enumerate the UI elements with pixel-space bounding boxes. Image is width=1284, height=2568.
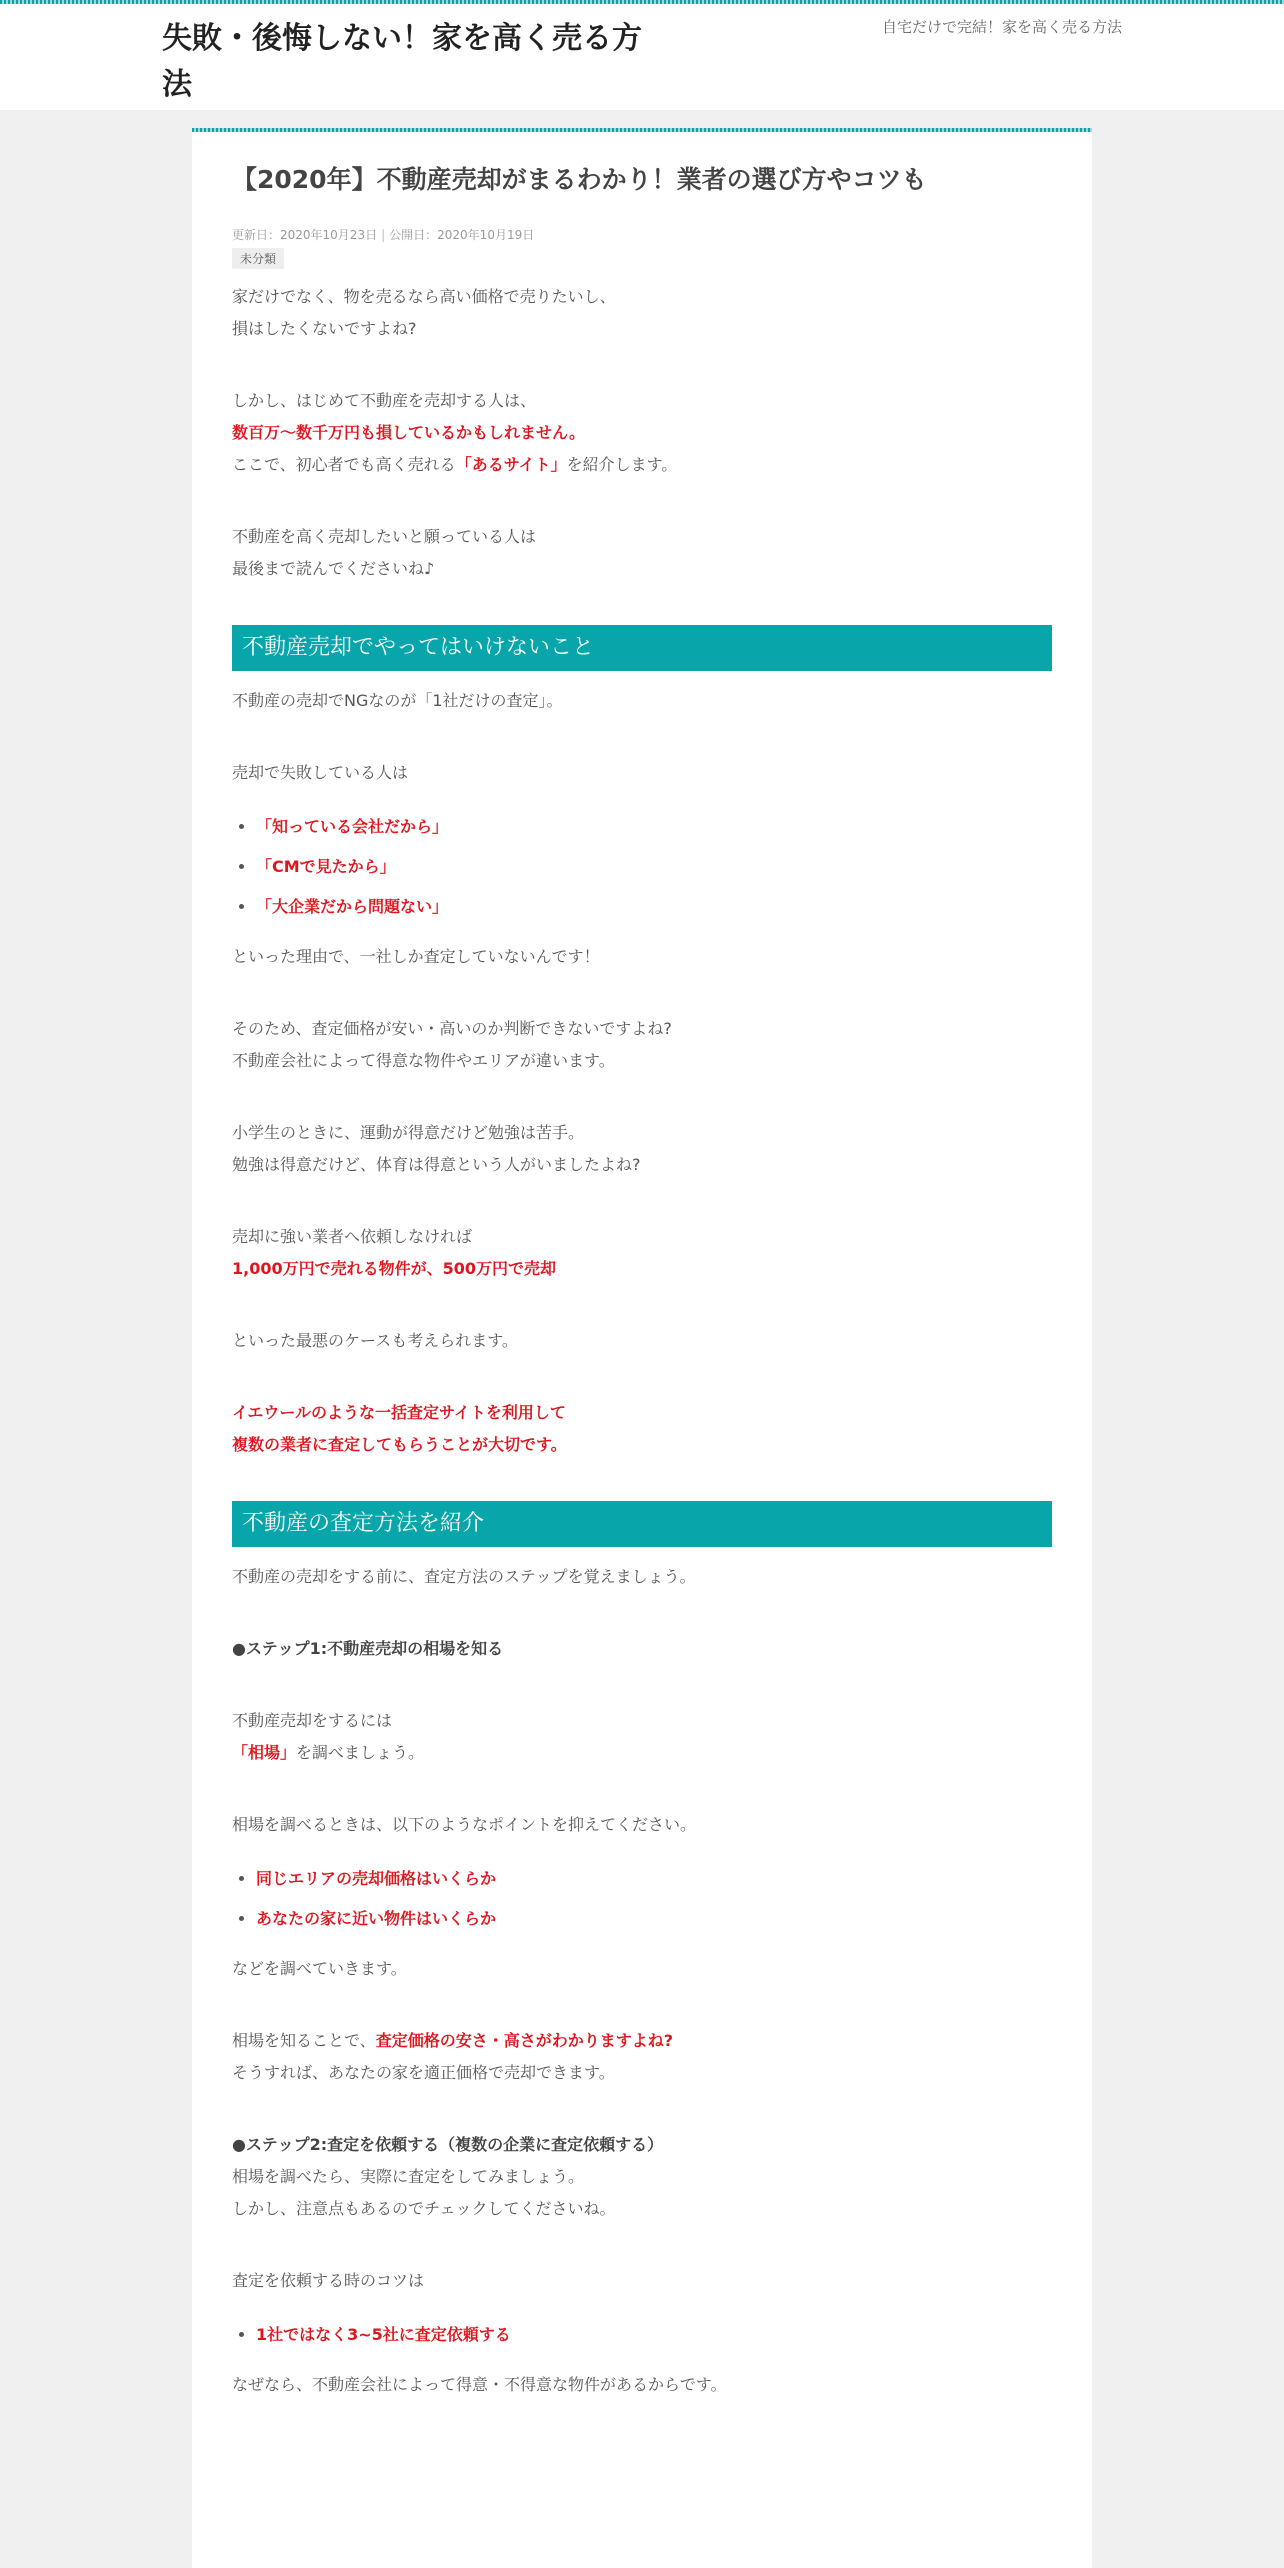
intro-paragraph-3 [232, 521, 1052, 585]
section2-bullet-list-2 [232, 2315, 1052, 2355]
text-line: 小学生のときに、運動が得意だけど勉強は苦手。 [232, 1123, 585, 1142]
text-line: ここで、初心者でも高く売れる [232, 455, 456, 474]
list-item: • 「大企業だから問題ない」 [256, 887, 1052, 927]
category-badge[interactable]: 未分類 [232, 248, 284, 269]
section2-paragraph-3: 相場を調べるときは、以下のようなポイントを抑えてください。 [232, 1815, 697, 1834]
step2-heading: ●ステップ2:査定を依頼する（複数の企業に査定依頼する） [232, 2135, 664, 2154]
site-header [0, 4, 1284, 110]
section1-paragraph-6 [232, 1221, 1052, 1285]
published-date: 公開日：2020年10月19日 [389, 228, 535, 242]
section1-bullet-list [232, 807, 1052, 927]
list-item: • あなたの家に近い物件はいくらか [256, 1899, 1052, 1939]
section-heading-2: 不動産の査定方法を紹介 [232, 1501, 1052, 1547]
section1-paragraph-7: といった最悪のケースも考えられます。 [232, 1331, 518, 1350]
list-item: • 1社ではなく3~5社に査定依頼する [256, 2315, 1052, 2355]
section2-bullet-list [232, 1859, 1052, 1939]
text-line: を紹介します。 [566, 455, 678, 474]
highlight-text: 1,000万円で売れる物件が、500万円で売却 [232, 1259, 557, 1278]
step1-heading: ●ステップ1:不動産売却の相場を知る [232, 1639, 504, 1658]
text-line: 相場を調べたら、実際に査定をしてみましょう。 [232, 2167, 585, 2186]
section2-paragraph-7: 査定を依頼する時のコツは [232, 2271, 425, 2290]
text-line: 損はしたくないですよね? [232, 319, 417, 338]
site-description: 自宅だけで完結！家を高く売る方法 [881, 18, 1122, 36]
section1-paragraph-8 [232, 1397, 1052, 1461]
site-title[interactable]: 失敗・後悔しない！家を高く売る方法 [162, 21, 642, 102]
article-top-border [192, 128, 1092, 132]
section2-paragraph-6 [232, 2129, 1052, 2225]
text-line: そのため、査定価格が安い・高いのか判断できないですよね? [232, 1019, 672, 1038]
text-line: 不動産売却をするには [232, 1711, 393, 1730]
text-line: 勉強は得意だけど、体育は得意という人がいましたよね? [232, 1155, 641, 1174]
article-title: 【2020年】不動産売却がまるわかり！業者の選び方やコツも [232, 165, 927, 194]
section1-paragraph-1: 不動産の売却でNGなのが「1社だけの査定」。 [232, 691, 563, 710]
text-line: を調べましょう。 [296, 1743, 425, 1762]
text-line: 売却に強い業者へ依頼しなければ [232, 1227, 473, 1246]
section1-paragraph-5 [232, 1117, 1052, 1181]
highlight-text: 「相場」 [232, 1743, 297, 1762]
highlight-text: 査定価格の安さ・高さがわかりますよね? [375, 2031, 673, 2050]
list-item: • 「知っている会社だから」 [256, 807, 1052, 847]
highlight-text: 複数の業者に査定してもらうことが大切です。 [232, 1435, 567, 1454]
section1-paragraph-4 [232, 1013, 1052, 1077]
article [192, 128, 1092, 2568]
text-line: 相場を知ることで、 [232, 2031, 376, 2050]
section-heading-1: 不動産売却でやってはいけないこと [232, 625, 1052, 671]
section2-paragraph-8: なぜなら、不動産会社によって得意・不得意な物件があるからです。 [232, 2375, 727, 2394]
text-line: 不動産を高く売却したいと願っている人は [232, 527, 537, 546]
highlight-text: 数百万～数千万円も損しているかもしれません。 [232, 423, 585, 442]
text-line: 不動産会社によって得意な物件やエリアが違います。 [232, 1051, 615, 1070]
section2-paragraph-5 [232, 2025, 1052, 2089]
list-item: • 同じエリアの売却価格はいくらか [256, 1859, 1052, 1899]
section1-paragraph-3: といった理由で、一社しか査定していないんです！ [232, 947, 600, 966]
text-line: 家だけでなく、物を売るなら高い価格で売りたいし、 [232, 287, 616, 306]
highlight-text: 「あるサイト」 [455, 455, 567, 474]
section2-paragraph-1: 不動産の売却をする前に、査定方法のステップを覚えましょう。 [232, 1567, 696, 1586]
article-meta [232, 226, 1052, 243]
text-line: しかし、はじめて不動産を売却する人は、 [232, 391, 537, 410]
text-line: しかし、注意点もあるのでチェックしてくださいね。 [232, 2199, 616, 2218]
section1-paragraph-2: 売却で失敗している人は [232, 763, 409, 782]
section2-paragraph-2 [232, 1705, 1052, 1769]
highlight-text: イエウールのような一括査定サイトを利用して [232, 1403, 566, 1422]
meta-separator: | [381, 228, 386, 242]
text-line: そうすれば、あなたの家を適正価格で売却できます。 [232, 2063, 615, 2082]
updated-date: 更新日：2020年10月23日 [232, 228, 378, 242]
intro-paragraph-1 [232, 281, 1052, 345]
section2-paragraph-4: などを調べていきます。 [232, 1959, 407, 1978]
intro-paragraph-2 [232, 385, 1052, 481]
list-item: • 「CMで見たから」 [256, 847, 1052, 887]
text-line: 最後まで読んでくださいね♪ [232, 559, 435, 578]
article-content [192, 160, 1092, 2401]
